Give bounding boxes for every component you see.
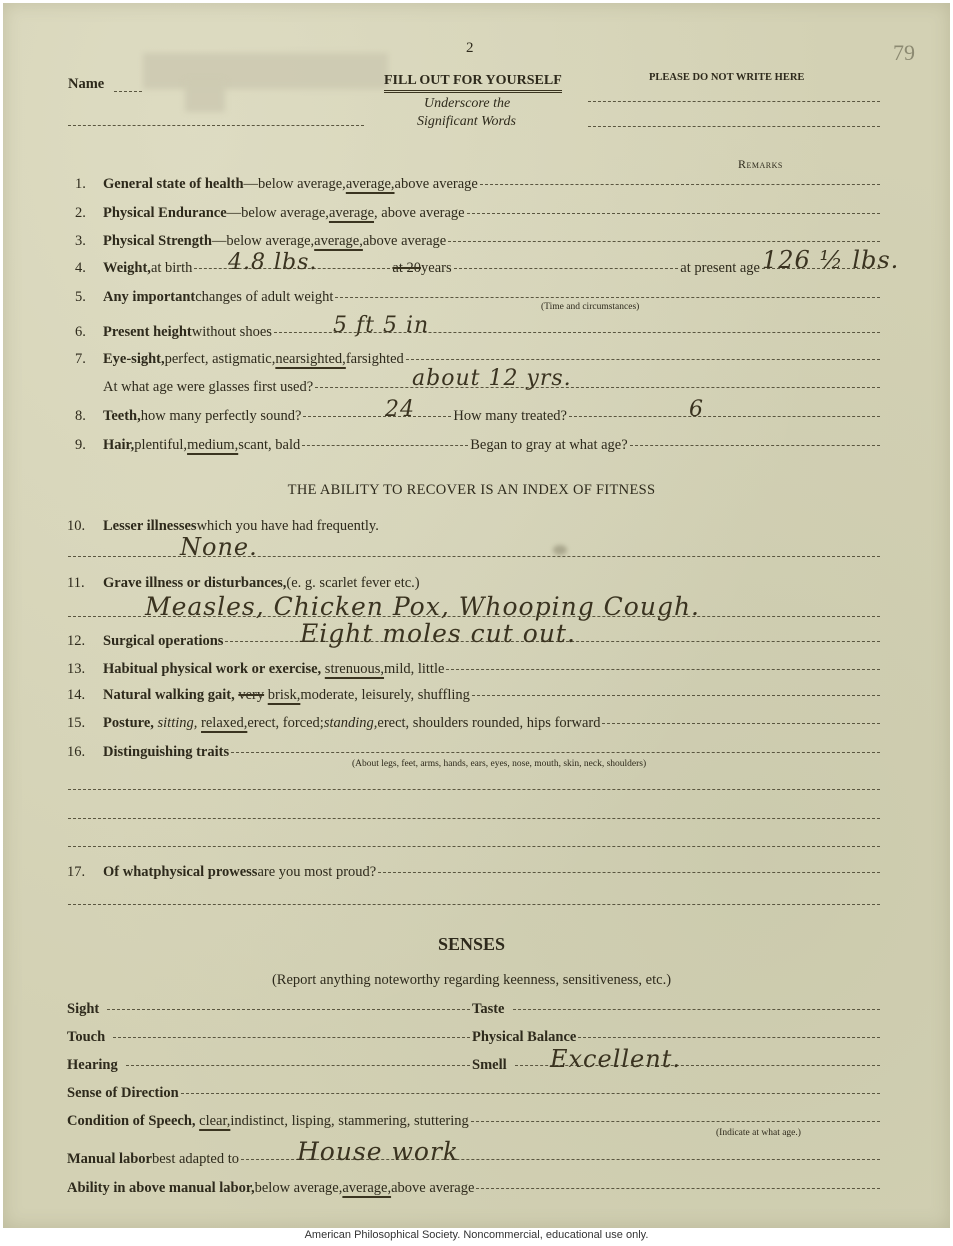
sense-touch xyxy=(67,1029,472,1046)
struck-option: very xyxy=(238,687,265,703)
labor-label-rest: best adapted to xyxy=(152,1151,239,1167)
sense-sight xyxy=(67,1001,472,1018)
question-3-strength xyxy=(75,233,882,250)
question-4-weight xyxy=(75,260,882,277)
question-number: 9. xyxy=(75,437,86,453)
sense-hearing xyxy=(67,1057,472,1074)
labor-value[interactable]: House work xyxy=(297,1137,460,1166)
option-text: erect, shoulders rounded, hips forward xyxy=(377,715,601,731)
selected-option[interactable]: relaxed, xyxy=(201,715,248,731)
selected-option[interactable]: brisk, xyxy=(267,687,301,703)
do-not-write-label: PLEASE DO NOT WRITE HERE xyxy=(649,72,805,83)
selected-option[interactable]: average, xyxy=(342,1180,392,1196)
question-label-bold: Lesser illnesses xyxy=(103,518,197,534)
ability-label: Ability in above manual labor, xyxy=(67,1180,255,1196)
manual-labor-ability xyxy=(67,1180,882,1197)
option-text: scant, bald xyxy=(238,437,301,453)
name-field-line[interactable] xyxy=(114,91,142,92)
question-label-rest: which you have had frequently. xyxy=(196,518,379,534)
touch-label: Touch xyxy=(67,1029,106,1045)
name-field-line-2[interactable] xyxy=(68,125,364,126)
manual-labor xyxy=(67,1151,882,1168)
answer-line[interactable] xyxy=(315,387,880,388)
option-text: —below average, xyxy=(243,176,346,192)
at-20-line[interactable] xyxy=(454,268,679,269)
birth-label: at birth xyxy=(150,260,193,276)
question-label: General state of health xyxy=(103,176,244,192)
traits-line-2[interactable] xyxy=(68,789,880,790)
question-number: 3. xyxy=(75,233,86,249)
sense-taste xyxy=(472,1001,882,1018)
archive-number: 79 xyxy=(893,40,915,65)
remarks-line[interactable] xyxy=(472,695,880,696)
answer-line[interactable] xyxy=(231,752,880,753)
prowess-line-2[interactable] xyxy=(68,904,880,905)
remarks-label: Remarks xyxy=(738,157,783,171)
selected-option[interactable]: average, xyxy=(345,176,395,192)
grave-illness-value[interactable]: Measles, Chicken Pox, Whooping Cough. xyxy=(145,592,700,621)
hair-remarks-line[interactable] xyxy=(302,445,468,446)
remarks-line[interactable] xyxy=(602,723,880,724)
question-number: 12. xyxy=(67,633,86,649)
selected-option[interactable]: medium, xyxy=(187,437,239,453)
question-15-posture xyxy=(67,715,882,732)
sense-balance xyxy=(472,1029,882,1046)
question-label: Posture, xyxy=(103,715,154,731)
name-label: Name xyxy=(68,76,105,92)
question-8-teeth xyxy=(75,408,882,425)
taste-line[interactable] xyxy=(513,1009,881,1010)
speech-note: (Indicate at what age.) xyxy=(716,1128,801,1138)
question-label: Physical Endurance xyxy=(103,205,227,221)
question-number: 13. xyxy=(67,661,86,677)
senses-heading: SENSES xyxy=(437,934,506,954)
question-2-endurance xyxy=(75,205,882,222)
option-text: erect, forced; xyxy=(247,715,324,731)
present-age-label: at present age xyxy=(680,260,760,276)
question-label-rest: are you most proud? xyxy=(257,864,377,880)
question-number: 5. xyxy=(75,289,86,305)
question-label-bold: physical prowess xyxy=(153,864,258,880)
surgical-value[interactable]: Eight moles cut out. xyxy=(300,619,576,648)
question-5-weight-changes xyxy=(75,289,882,306)
option-text: above average xyxy=(391,1180,475,1196)
gray-age-line[interactable] xyxy=(630,445,880,446)
instruction-line-2: Significant Words xyxy=(417,114,516,129)
smell-value[interactable]: Excellent. xyxy=(550,1045,681,1073)
traits-line-3[interactable] xyxy=(68,818,880,819)
sound-teeth-line[interactable] xyxy=(303,416,451,417)
question-label-rest: changes of adult weight xyxy=(195,289,334,305)
option-text: farsighted xyxy=(345,351,404,367)
senses-subtitle: (Report anything noteworthy regarding keenness, sensitiveness, etc.) xyxy=(271,972,672,988)
answer-line[interactable] xyxy=(378,872,880,873)
remarks-line[interactable] xyxy=(467,213,880,214)
hearing-line[interactable] xyxy=(126,1065,470,1066)
option-text: —below average, xyxy=(211,233,315,249)
selected-option[interactable]: average, xyxy=(314,233,363,249)
time-circumstances-note: (Time and circumstances) xyxy=(541,302,640,312)
smell-label: Smell xyxy=(472,1057,507,1073)
balance-label: Physical Balance xyxy=(472,1029,577,1045)
question-label-bold: Grave illness or disturbances, xyxy=(103,575,287,591)
remarks-line[interactable] xyxy=(480,184,880,185)
question-number: 6. xyxy=(75,324,86,340)
question-label: Teeth, xyxy=(103,408,141,424)
question-number: 10. xyxy=(67,518,86,534)
sight-line[interactable] xyxy=(107,1009,470,1010)
hearing-label: Hearing xyxy=(67,1057,118,1073)
treated-teeth-value[interactable]: 6 xyxy=(689,397,704,422)
question-1-general-health xyxy=(75,176,882,193)
option-text: plentiful, xyxy=(134,437,188,453)
option-text: moderate, leisurely, shuffling xyxy=(300,687,470,703)
remarks-line[interactable] xyxy=(406,359,880,360)
glasses-question-label: At what age were glasses first used? xyxy=(103,379,314,395)
question-number: 8. xyxy=(75,408,86,424)
question-14-walking-gait xyxy=(67,687,882,704)
fill-out-title: FILL OUT FOR YOURSELF xyxy=(384,73,562,93)
option-text: —below average, xyxy=(226,205,329,221)
birth-weight-value[interactable]: 4.8 lbs. xyxy=(228,250,318,275)
option-text: above average xyxy=(394,176,478,192)
remarks-line[interactable] xyxy=(446,669,880,670)
present-weight-value[interactable]: 126 ½ lbs. xyxy=(762,246,900,274)
selected-option[interactable]: clear, xyxy=(199,1113,231,1129)
sitting-label: sitting, xyxy=(157,715,198,731)
question-number: 16. xyxy=(67,744,86,760)
answer-line[interactable] xyxy=(335,297,880,298)
sense-direction xyxy=(67,1085,882,1102)
remarks-line[interactable] xyxy=(448,241,880,242)
option-text: perfect, astigmatic, xyxy=(164,351,276,367)
question-number: 1. xyxy=(75,176,86,192)
question-number: 2. xyxy=(75,205,86,221)
gray-question-label: Began to gray at what age? xyxy=(470,437,628,453)
office-use-line-1 xyxy=(588,101,880,102)
lesser-illnesses-value[interactable]: None. xyxy=(180,533,258,561)
touch-line[interactable] xyxy=(113,1037,470,1038)
question-label: Weight, xyxy=(103,260,151,276)
question-label-bold: Present height xyxy=(103,324,192,340)
question-number: 7. xyxy=(75,351,86,367)
labor-label-bold: Manual labor xyxy=(67,1151,152,1167)
taste-label: Taste xyxy=(472,1001,505,1017)
option-text: below average, xyxy=(254,1180,343,1196)
traits-line-4[interactable] xyxy=(68,846,880,847)
question-17-physical-prowess xyxy=(67,864,882,881)
question-label: Natural walking gait, xyxy=(103,687,235,703)
option-text: mild, little xyxy=(384,661,445,677)
speech-label: Condition of Speech, xyxy=(67,1113,196,1129)
direction-label: Sense of Direction xyxy=(67,1085,179,1101)
treated-teeth-line[interactable] xyxy=(569,416,880,417)
question-label-rest: without shoes xyxy=(191,324,272,340)
question-number: 17. xyxy=(67,864,86,880)
question-number: 15. xyxy=(67,715,86,731)
selected-option[interactable]: average xyxy=(328,205,375,221)
struck-text: at 20 xyxy=(392,260,422,276)
question-label-bold: Any important xyxy=(103,289,196,305)
instruction-line-1: Underscore the xyxy=(424,96,511,111)
question-label-rest: (e. g. scarlet fever etc.) xyxy=(286,575,420,591)
balance-line[interactable] xyxy=(578,1037,880,1038)
selected-option[interactable]: strenuous, xyxy=(324,661,385,677)
question-number: 4. xyxy=(75,260,86,276)
ink-smudge xyxy=(553,545,567,555)
question-label: Hair, xyxy=(103,437,135,453)
question-label-rest: how many perfectly sound? xyxy=(140,408,302,424)
height-value[interactable]: 5 ft 5 in xyxy=(333,313,430,338)
question-9-hair xyxy=(75,437,882,454)
traits-note: (About legs, feet, arms, hands, ears, eyes, nose, mouth, skin, neck, shoulders) xyxy=(352,759,647,769)
ability-line[interactable] xyxy=(476,1188,880,1189)
option-text: , above average xyxy=(374,205,465,221)
question-label: Surgical operations xyxy=(103,633,224,649)
footer-credit: American Philosophical Society. Noncommercial, educational use only. xyxy=(304,1229,649,1241)
redacted-name xyxy=(143,53,388,89)
speech-line[interactable] xyxy=(471,1121,880,1122)
question-label: Habitual physical work or exercise, xyxy=(103,661,322,677)
selected-option[interactable]: nearsighted, xyxy=(275,351,346,367)
sound-teeth-value[interactable]: 24 xyxy=(385,397,415,422)
standing-label: standing, xyxy=(323,715,378,731)
option-text: indistinct, lisping, stammering, stuttering xyxy=(230,1113,469,1129)
page-number: 2 xyxy=(466,40,474,56)
question-number: 11. xyxy=(67,575,85,591)
question-13-physical-work xyxy=(67,661,882,678)
question-label: Eye-sight, xyxy=(103,351,165,367)
question-label-pre: Of what xyxy=(103,864,154,880)
sight-label: Sight xyxy=(67,1001,100,1017)
question-label: Physical Strength xyxy=(103,233,212,249)
glasses-age-value[interactable]: about 12 yrs. xyxy=(412,366,572,391)
direction-line[interactable] xyxy=(181,1093,880,1094)
question-11-grave-illness xyxy=(67,575,882,592)
treated-question-label: How many treated? xyxy=(453,408,567,424)
question-6-height xyxy=(75,324,882,341)
redacted-name-tail xyxy=(185,80,225,112)
question-number: 14. xyxy=(67,687,86,703)
years-label: years xyxy=(421,260,452,276)
question-label: Distinguishing traits xyxy=(103,744,230,760)
option-text: above average xyxy=(362,233,447,249)
office-use-line-2 xyxy=(588,126,880,127)
section-heading-recover: THE ABILITY TO RECOVER IS AN INDEX OF FITNESS xyxy=(287,482,656,498)
